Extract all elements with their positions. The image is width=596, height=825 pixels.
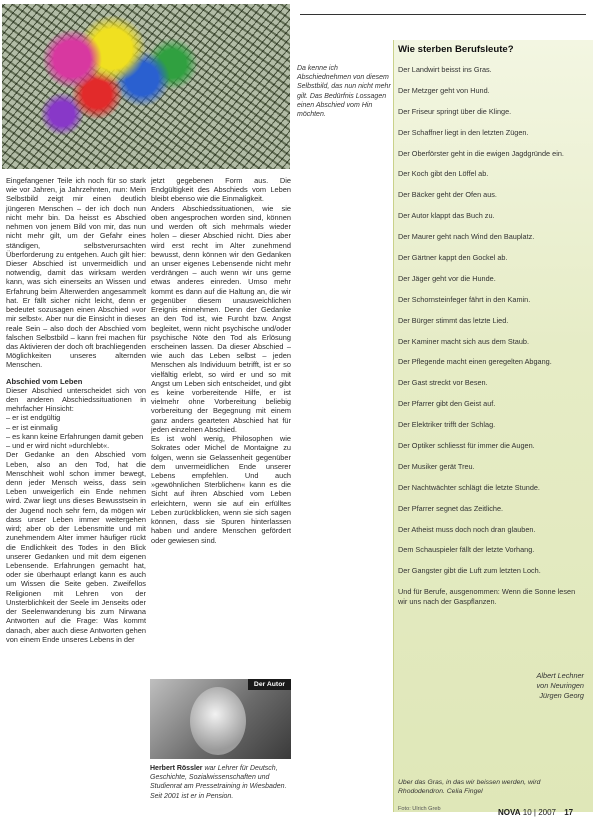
sidebar-item: Der Schaffner liegt in den letzten Zügen.	[398, 127, 529, 137]
sidebar-item: Der Nachtwächter schlägt die letzte Stunde.	[398, 482, 540, 492]
list-item: – er ist einmalig	[6, 423, 146, 432]
sidebar-item: Der Autor klappt das Buch zu.	[398, 211, 495, 221]
magazine-name: NOVA	[498, 808, 521, 817]
paragraph: Es ist wohl wenig, Philosophen wie Sokrates oder Michel de Montaigne zu folgen, wenn sie Gelassenheit gegenüber dem unvermeidlichen Ende unserer Lebens empfehlen. Und auch »gewöhnlichen Sterblichen« kann es die Sicht auf ihren Abschied vom Leben erleichtern, wenn sie auf ein erfülltes Leben zurückblicken, wenn sie sich sagen können, dass sie Spuren hinterlassen haben und andere Menschen gefördert oder gewiesen sind.	[151, 434, 291, 545]
sidebar-item: Der Jäger geht vor die Hunde.	[398, 273, 496, 283]
page-number: 17	[564, 808, 574, 817]
sidebar-item: Dem Schauspieler fällt der letzte Vorhang.	[398, 545, 535, 555]
paragraph: Der Gedanke an den Abschied vom Leben, also an den Tod, hat die Menschheit wohl schon immer bewegt, denn jeder Mensch weiss, dass sein Leben unweigerlich ein Ende nehmen wird. Zwar liegt uns dieses Bewusstsein in der Jugend noch sehr fern, da mögen wir dass unser Leben immer weitergehen wird; aber ob der Lebensmitte und mit zunehmendem Alter immer häufiger rückt die Endlichkeit des Todes in den Blick unserer Gedanken und mit dem eigenen Lebensende. Erfahrungen gemacht hat, oder sie überhaupt erlangt kann es auch um Wissen die Seite geben. Zweifellos Religionen mit Lehren von der Unsterblichkeit der Seele im Jenseits oder der Seelenwanderung bis zum Nirwana Antworten auf die Frage: Was kommt danach, aber auch diese Antworten gehen von einem Ende unseres Lebens in der	[6, 450, 146, 644]
sidebar-item: Der Pfarrer segnet das Zeitliche.	[398, 503, 504, 513]
article-column-2	[151, 176, 291, 545]
list	[6, 413, 146, 450]
sidebar-item: Der Oberförster geht in die ewigen Jagdgründe ein.	[398, 148, 564, 158]
sidebar-item: Der Gärtner kappt den Gockel ab.	[398, 253, 508, 263]
author-bio	[150, 764, 296, 801]
author-bio-text: war Lehrer für Deutsch, Geschichte, Sozialwissenschaften und Studienrat am Pressetraining in Wiesbaden. Seit 2001 ist er in Pension.	[150, 765, 287, 800]
issue-number: 10 | 2007	[522, 808, 556, 817]
list-item: – und er wird nicht »durchlebt«.	[6, 441, 146, 450]
sidebar-item: Und für Berufe, ausgenommen: Wenn die Sonne lesen wir uns nach der Gaspflanzen.	[398, 587, 576, 606]
author-tag: Der Autor	[248, 679, 291, 690]
sidebar-signature	[398, 671, 584, 702]
author-photo	[150, 679, 291, 759]
section-heading: Abschied vom Leben	[6, 376, 83, 386]
signature-line: Jürgen Georg	[539, 691, 584, 701]
top-rule	[300, 14, 586, 15]
sidebar-item: Der Bürger stimmt das letzte Lied.	[398, 315, 509, 325]
sidebar-item: Der Pflegende macht einen geregelten Abgang.	[398, 357, 552, 367]
sidebar-item: Der Kaminer macht sich aus dem Staub.	[398, 336, 529, 346]
sidebar-item: Der Elektriker trifft der Schlag.	[398, 420, 496, 430]
list-item: – er ist endgültig	[6, 413, 146, 422]
sidebar-item: Der Koch gibt den Löffel ab.	[398, 169, 489, 179]
list-item: – es kann keine Erfahrungen damit geben	[6, 432, 146, 441]
sidebar-list	[398, 65, 584, 617]
page-footer	[498, 808, 573, 817]
photo-caption: Da kenne ich Abschiednehmen von diesem Selbstbild, das nun nicht mehr gilt. Das Bedürfnis Lossagen einen Abschied vom Hin möchten.	[297, 65, 391, 119]
sidebar-item: Der Atheist muss doch noch dran glauben.	[398, 524, 536, 534]
artwork-photo	[2, 4, 290, 169]
sidebar-item: Der Landwirt beisst ins Gras.	[398, 65, 492, 74]
author-name: Herbert Rössler	[150, 765, 203, 772]
paragraph: Eingefangener Teile ich noch für so stark wie vor Jahren, ja Jahrzehnten, nun: Mein Selbstbild zeigt mir einen deutlich jüngeren Menschen – der ich doch nun nicht mehr bin. Da heisst es Abschied nehmen von jenem Bild von mir, das nun nicht mehr gilt, um der Gefahr eines ständigen, selbstverursachten Überforderung zu entgehen. Auch gilt hier: Dieser Abschied ist unvermeidlich und notwendig, damit das wirksam werden kann, was sich einerseits an Wissen und Erfahrung beim Älterwerden angesammelt hat. Er fällt sicher nicht leicht, denn er bedeutet sozusagen einen Abschied »vor mir selbst«. Aber nur die Einsicht in dieses reale Sein – also doch der Abschied vom falschen Selbstbild – kann frei machen für das Aktivieren der doch oft brachliegenden Möglichkeiten unseres alternden Menschen.	[6, 176, 146, 370]
paragraph: Dieser Abschied unterscheidet sich von den anderen Abschiedssituationen in mehrfacher Hinsicht:	[6, 385, 146, 414]
sidebar-title: Wie sterben Berufsleute?	[398, 44, 514, 55]
paragraph: Anders Abschiedssituationen, wie sie oben angesprochen worden sind, können und werden oft sich mehrmals wieder holen – dieser Abschied nicht. Dies aber wird erst recht im Alter zunehmend bewusst, denn können wir den Gedanken an unser eigenes Lebensende nicht mehr verdrängen – auch wenn wir uns gerne etwas anderes einreden. Umso mehr kommt es dann auf die Haltung an, die wir gegenüber diesem unausweichlichen Ereignis einnehmen. Denn der Gedanke an den Tod ist, wie Furcht bzw. Angst begleitet, wenn nicht psychische und/oder psychische Nöte den Tod als Erlösung erscheinen lassen. Da dieser Abschied – wie auch das Leben selbst – jeden Menschen als Individuum betrifft, ist er so vielfältig erlebt, so wird er und so mit Angst um Leben sich entscheidet, und gibt es keine vorbereitende Hilfe, er ist vielmehr ohne Vorbereitung beliebig vorbereitung der Begegnung mit einem ganz anders gearteten Abschied hat für jeden einzelnen Abschied.	[151, 203, 291, 434]
sidebar-item: Der Friseur springt über die Klinge.	[398, 106, 512, 116]
photo-credit: Foto: Ulrich Greb	[398, 806, 441, 812]
sidebar-item: Der Musiker gerät Treu.	[398, 461, 475, 471]
sidebar-item: Der Schornsteinfeger fährt in den Kamin.	[398, 294, 531, 304]
sidebar-item: Der Metzger geht von Hund.	[398, 85, 490, 95]
author-portrait	[190, 687, 246, 755]
sidebar-quote: Uber das Gras, in das wir beissen werden, wird Rhododendron. Celia Fingel	[398, 779, 541, 795]
article-column-1	[6, 176, 146, 644]
sidebar-item: Der Maurer geht nach Wind den Bauplatz.	[398, 232, 535, 242]
signature-line: von Neuringen	[536, 681, 584, 691]
sidebar-item: Der Bäcker geht der Ofen aus.	[398, 190, 497, 200]
signature-line: Albert Lechner	[536, 671, 584, 680]
sidebar-item: Der Pfarrer gibt den Geist auf.	[398, 399, 496, 409]
sidebar-item: Der Gangster gibt die Luft zum letzten Loch.	[398, 566, 541, 576]
sidebar-item: Der Optiker schliesst für immer die Augen.	[398, 441, 535, 451]
sidebar-item: Der Gast streckt vor Besen.	[398, 378, 488, 388]
paragraph: jetzt gegebenen Form aus. Die Endgültigkeit des Abschieds vom Leben bleibt ebenso wie die Einmaligkeit.	[151, 176, 291, 204]
